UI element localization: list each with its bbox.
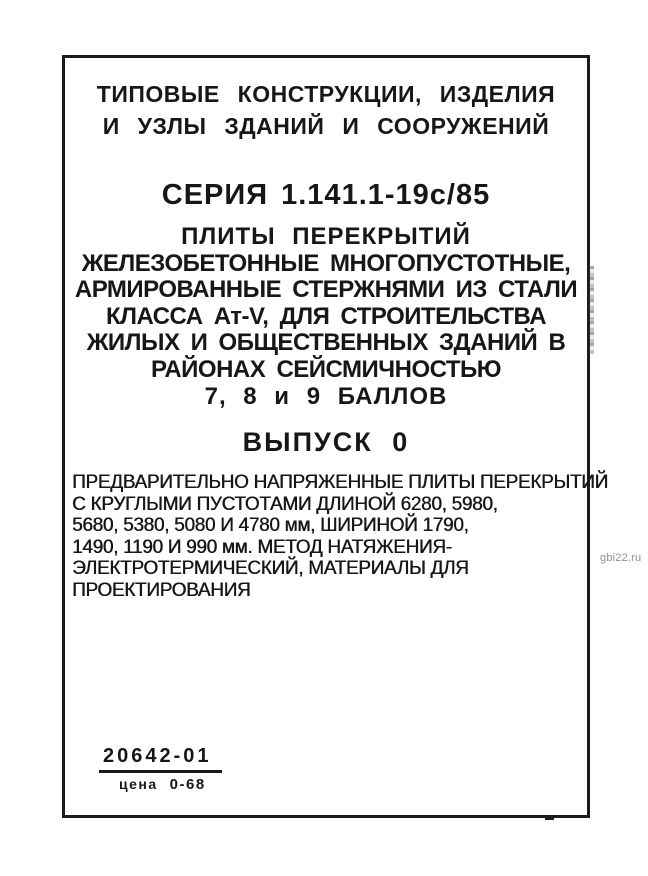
main-title-line: ПЛИТЫ ПЕРЕКРЫТИЙ (181, 223, 471, 250)
scan-artifact (589, 266, 594, 354)
description-line: 5680, 5380, 5080 И 4780 мм, ШИРИНОЙ 1790, (72, 515, 469, 537)
description-line: С КРУГЛЫМИ ПУСТОТАМИ ДЛИНОЙ 6280, 5980, (72, 493, 498, 515)
header-line-1: ТИПОВЫЕ КОНСТРУКЦИИ, ИЗДЕЛИЯ (96, 81, 556, 107)
main-title-line: ЖИЛЫХ И ОБЩЕСТВЕННЫХ ЗДАНИЙ В (86, 329, 566, 357)
scan-artifact (545, 816, 554, 820)
main-title-line: РАЙОНАХ СЕЙСМИЧНОСТЬЮ (150, 355, 502, 383)
price-line (99, 776, 222, 793)
description-paragraph (72, 472, 608, 602)
price-label: цена (119, 776, 158, 792)
issue-heading: ВЫПУСК 0 (242, 427, 410, 457)
header-title (65, 78, 587, 142)
description-line: ПРОЕКТИРОВАНИЯ (72, 579, 251, 601)
catalog-number: 20642-01 (99, 745, 222, 773)
main-title-line: КЛАССА Ат-V, ДЛЯ СТРОИТЕЛЬСТВА (105, 302, 547, 330)
document-frame (62, 55, 608, 818)
main-title-line: АРМИРОВАННЫЕ СТЕРЖНЯМИ ИЗ СТАЛИ (74, 276, 578, 304)
description-line: ЭЛЕКТРОТЕРМИЧЕСКИЙ, МАТЕРИАЛЫ ДЛЯ (72, 558, 469, 580)
header-line-2: И УЗЛЫ ЗДАНИЙ И СООРУЖЕНИЙ (102, 113, 550, 139)
series-title: СЕРИЯ 1.141.1-19с/85 (161, 179, 491, 211)
price-value: 0-68 (169, 776, 206, 793)
main-title (65, 224, 587, 410)
site-watermark: gbi22.ru (600, 552, 642, 564)
description-line: ПРЕДВАРИТЕЛЬНО НАПРЯЖЕННЫЕ ПЛИТЫ ПЕРЕКРЫТИЙ (72, 472, 608, 493)
main-title-line: ЖЕЛЕЗОБЕТОННЫЕ МНОГОПУСТОТНЫЕ, (81, 249, 571, 277)
description-line: 1490, 1190 И 990 мм. МЕТОД НАТЯЖЕНИЯ- (72, 536, 452, 558)
catalog-stamp (99, 745, 222, 793)
main-title-line: 7, 8 и 9 БАЛЛОВ (204, 382, 448, 410)
